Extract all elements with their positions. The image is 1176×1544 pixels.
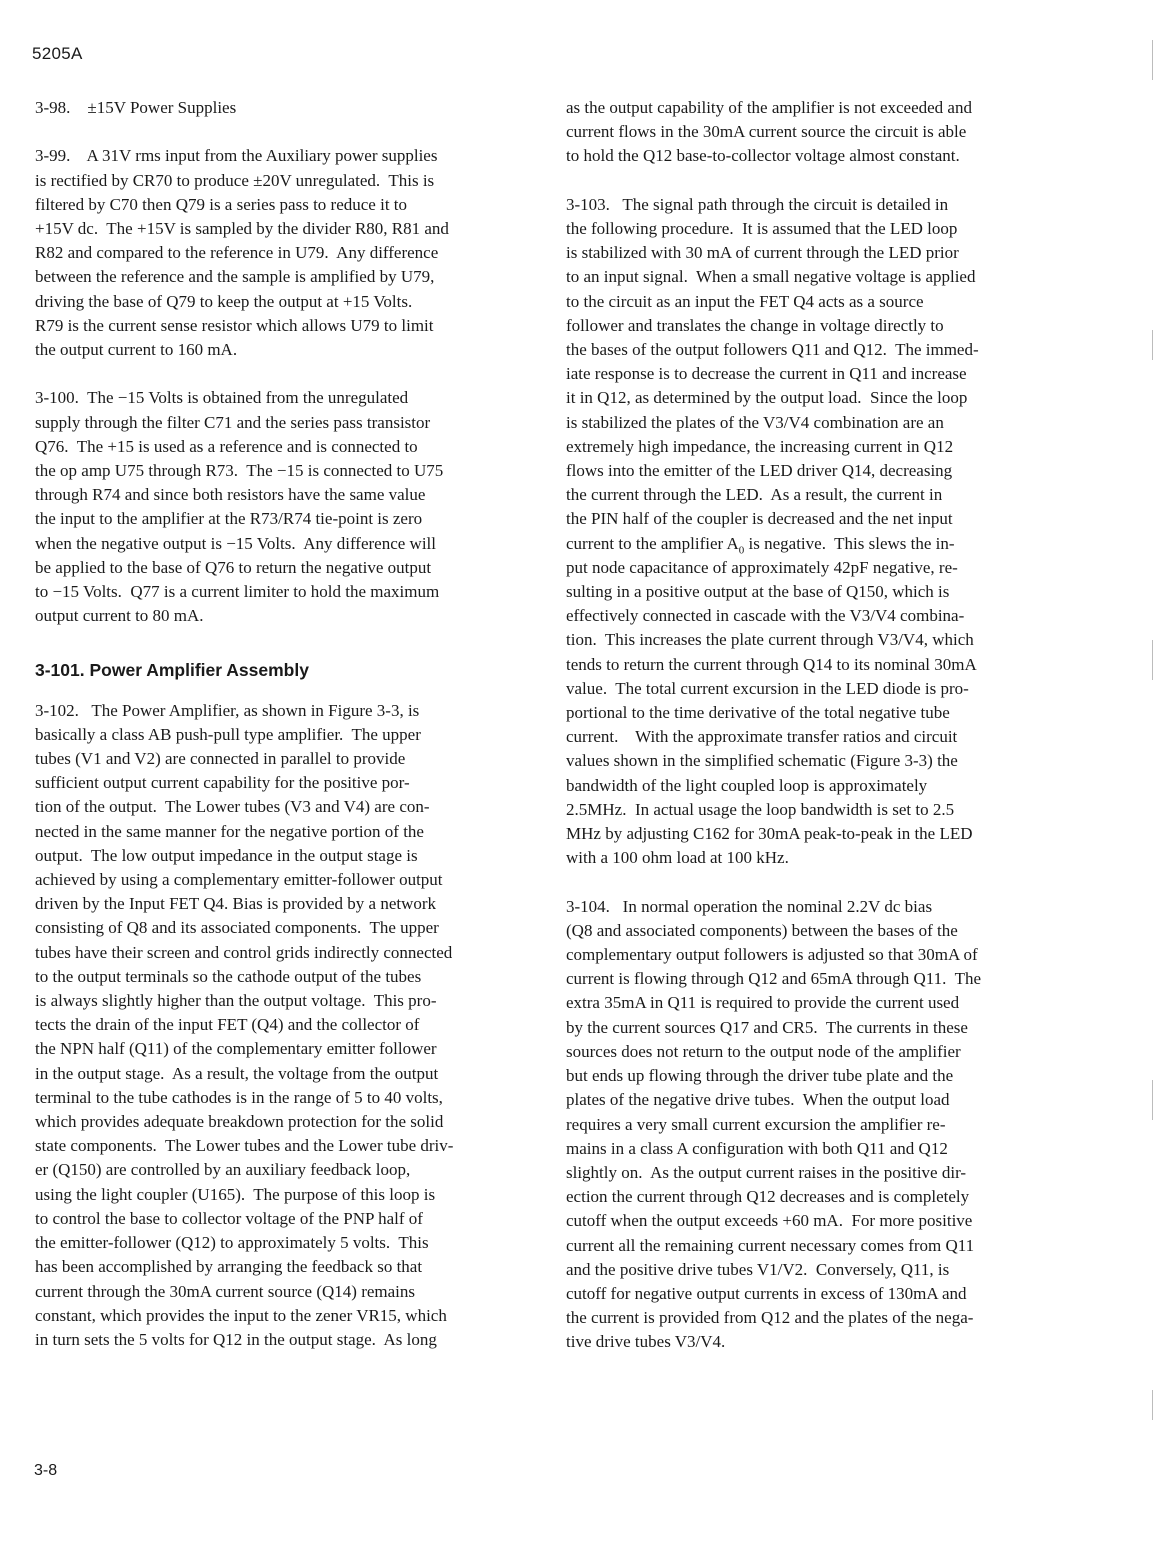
text-line: requires a very small current excursion the amplifier re- <box>566 1114 946 1134</box>
paragraph-3-103-part2 <box>566 556 1061 871</box>
text-line: mains in a class A configuration with both Q11 and Q12 <box>566 1138 948 1158</box>
text-line: effectively connected in cascade with the V3/V4 combina- <box>566 606 965 626</box>
paragraph-3-104 <box>566 895 1061 1355</box>
text-line: between the reference and the sample is amplified by U79, <box>35 267 435 287</box>
text-line: er (Q150) are controlled by an auxiliary feedback loop, <box>35 1160 411 1180</box>
paragraph-3-102 <box>35 699 530 1352</box>
scan-edge-mark <box>1152 330 1153 360</box>
text-line: in turn sets the 5 volts for Q12 in the output stage. As long <box>35 1329 437 1349</box>
text-line: when the negative output is −15 Volts. Any difference will <box>35 533 437 553</box>
text-line: the current is provided from Q12 and the plates of the nega- <box>566 1308 974 1328</box>
text-line: the bases of the output followers Q11 and Q12. The immed- <box>566 340 979 360</box>
text-line: by the current sources Q17 and CR5. The currents in these <box>566 1017 968 1037</box>
text-line: with a 100 ohm load at 100 kHz. <box>566 848 789 868</box>
text-line: portional to the time derivative of the total negative tube <box>566 703 950 723</box>
text-line: cutoff for negative output currents in excess of 130mA and <box>566 1283 967 1303</box>
text-line: consisting of Q8 and its associated components. The upper <box>35 918 439 938</box>
text-line: 3-104. In normal operation the nominal 2.2V dc bias <box>566 896 933 916</box>
text-line: tubes (V1 and V2) are connected in parallel to provide <box>35 749 406 769</box>
text-line: achieved by using a complementary emitter-follower output <box>35 870 443 890</box>
text-line: which provides adequate breakdown protection for the solid <box>35 1112 444 1132</box>
text-line: the NPN half (Q11) of the complementary emitter follower <box>35 1039 437 1059</box>
heading-power-amplifier-assembly: 3-101. Power Amplifier Assembly <box>35 659 309 680</box>
text-line: is stabilized the plates of the V3/V4 combination are an <box>566 412 944 432</box>
text-line: it in Q12, as determined by the output load. Since the loop <box>566 388 968 408</box>
text-line: current. With the approximate transfer ratios and circuit <box>566 727 958 747</box>
text-line: the op amp U75 through R73. The −15 is connected to U75 <box>35 461 444 481</box>
text-line: terminal to the tube cathodes is in the range of 5 to 40 volts, <box>35 1087 443 1107</box>
paragraph-3-103-part1 <box>566 193 1061 532</box>
text-line: slightly on. As the output current raises in the positive dir- <box>566 1162 967 1182</box>
text-line: tion. This increases the plate current through V3/V4, which <box>566 630 974 650</box>
section-title-3-98 <box>35 96 530 120</box>
text-line: 3-103. The signal path through the circuit is detailed in <box>566 194 949 214</box>
text-line: ection the current through Q12 decreases and is completely <box>566 1187 970 1207</box>
text-line: as the output capability of the amplifier is not exceeded and <box>566 98 972 117</box>
text-line: current all the remaining current necessary comes from Q11 <box>566 1235 975 1255</box>
text-line: through R74 and since both resistors have the same value <box>35 485 426 505</box>
text-line: current through the 30mA current source (Q14) remains <box>35 1281 416 1301</box>
text-line: R79 is the current sense resistor which allows U79 to limit <box>35 315 434 335</box>
scan-edge-mark <box>1152 1080 1153 1120</box>
text-line: extremely high impedance, the increasing current in Q12 <box>566 436 954 456</box>
line-text-before: current to the amplifier A <box>566 533 739 553</box>
text-line: plates of the negative drive tubes. When the output load <box>566 1090 950 1110</box>
text-line: using the light coupler (U165). The purpose of this loop is <box>35 1184 436 1204</box>
text-line: supply through the filter C71 and the series pass transistor <box>35 412 431 432</box>
paragraph-3-102-continued <box>566 96 1061 169</box>
text-line: tubes have their screen and control grids indirectly connected <box>35 942 453 962</box>
page-header: 5205A <box>32 44 83 63</box>
paragraph-3-99 <box>35 144 530 362</box>
subscript-zero: 0 <box>738 544 745 557</box>
text-line: basically a class AB push-pull type amplifier. The upper <box>35 724 421 744</box>
text-line: sufficient output current capability for the positive por- <box>35 773 410 793</box>
text-line: iate response is to decrease the current in Q11 and increase <box>566 364 967 384</box>
text-line: tion of the output. The Lower tubes (V3 and V4) are con- <box>35 797 430 817</box>
text-line: put node capacitance of approximately 42pF negative, re- <box>566 557 958 577</box>
paragraph-3-103 <box>566 193 1061 871</box>
page-number: 3-8 <box>34 1462 58 1479</box>
text-line: and the positive drive tubes V1/V2. Conversely, Q11, is <box>566 1259 950 1279</box>
text-line: but ends up flowing through the driver tube plate and the <box>566 1066 954 1086</box>
text-line: sources does not return to the output node of the amplifier <box>566 1041 961 1061</box>
text-line: to the circuit as an input the FET Q4 acts as a source <box>566 291 924 311</box>
text-line: the following procedure. It is assumed that the LED loop <box>566 219 958 238</box>
text-line: driving the base of Q79 to keep the output at +15 Volts. <box>35 291 413 311</box>
left-column <box>35 96 530 1376</box>
text-line: cutoff when the output exceeds +60 mA. For more positive <box>566 1211 973 1231</box>
text-line: 3-99. A 31V rms input from the Auxiliary power supplies <box>35 146 438 166</box>
text-line: to −15 Volts. Q77 is a current limiter to hold the maximum <box>35 582 440 602</box>
text-line: 3-98. ±15V Power Supplies <box>35 98 237 117</box>
text-line: 3-102. The Power Amplifier, as shown in Figure 3-3, is <box>35 700 420 720</box>
text-line: Q76. The +15 is used as a reference and is connected to <box>35 436 418 456</box>
text-line: be applied to the base of Q76 to return the negative output <box>35 557 432 577</box>
paragraph-3-100 <box>35 386 530 628</box>
text-line: current flows in the 30mA current source the circuit is able <box>566 122 967 142</box>
text-line: has been accomplished by arranging the feedback so that <box>35 1257 423 1277</box>
text-line: R82 and compared to the reference in U79. Any difference <box>35 243 439 263</box>
text-line: complementary output followers is adjusted so that 30mA of <box>566 945 978 965</box>
text-line: driven by the Input FET Q4. Bias is provided by a network <box>35 894 437 914</box>
text-line: extra 35mA in Q11 is required to provide the current used <box>566 993 960 1013</box>
text-line: nected in the same manner for the negative portion of the <box>35 821 424 841</box>
text-line: flows into the emitter of the LED driver Q14, decreasing <box>566 461 953 481</box>
right-column <box>566 96 1061 1379</box>
text-line: value. The total current excursion in the LED diode is pro- <box>566 678 969 698</box>
text-line: in the output stage. As a result, the voltage from the output <box>35 1063 439 1083</box>
text-line: to hold the Q12 base-to-collector voltage almost constant. <box>566 146 960 166</box>
text-line: 2.5MHz. In actual usage the loop bandwidth is set to 2.5 <box>566 799 955 819</box>
text-line: current is flowing through Q12 and 65mA through Q11. The <box>566 969 982 989</box>
text-line: tends to return the current through Q14 to its nominal 30mA <box>566 654 977 674</box>
text-line: the input to the amplifier at the R73/R74 tie-point is zero <box>35 509 423 529</box>
text-line: the PIN half of the coupler is decreased and the net input <box>566 509 953 529</box>
text-line: to an input signal. When a small negative voltage is applied <box>566 267 976 287</box>
text-line: is always slightly higher than the output voltage. This pro- <box>35 991 437 1011</box>
text-line: MHz by adjusting C162 for 30mA peak-to-peak in the LED <box>566 824 973 844</box>
text-line: is rectified by CR70 to produce ±20V unregulated. This is <box>35 170 435 190</box>
scan-edge-mark <box>1152 640 1153 680</box>
text-line-subscript <box>566 532 1061 556</box>
text-line: output. The low output impedance in the output stage is <box>35 845 418 865</box>
text-line: constant, which provides the input to the zener VR15, which <box>35 1305 447 1325</box>
line-text-after: is negative. This slews the in- <box>744 533 955 553</box>
text-line: filtered by C70 then Q79 is a series pass to reduce it to <box>35 194 408 214</box>
text-line: to control the base to collector voltage of the PNP half of <box>35 1208 423 1228</box>
text-line: bandwidth of the light coupled loop is approximately <box>566 775 928 795</box>
text-line: the emitter-follower (Q12) to approximately 5 volts. This <box>35 1233 429 1253</box>
text-line: tects the drain of the input FET (Q4) and the collector of <box>35 1015 420 1035</box>
text-line: 3-100. The −15 Volts is obtained from the unregulated <box>35 388 409 408</box>
text-line: output current to 80 mA. <box>35 606 204 626</box>
text-line: to the output terminals so the cathode output of the tubes <box>35 966 422 986</box>
text-line: (Q8 and associated components) between the bases of the <box>566 920 958 940</box>
text-line: follower and translates the change in voltage directly to <box>566 315 944 335</box>
text-line: sulting in a positive output at the base of Q150, which is <box>566 582 950 602</box>
scan-edge-mark <box>1152 40 1153 80</box>
text-line: state components. The Lower tubes and the Lower tube driv- <box>35 1136 454 1156</box>
text-line: the current through the LED. As a result, the current in <box>566 485 943 505</box>
scan-edge-mark <box>1152 1390 1153 1420</box>
text-line: the output current to 160 mA. <box>35 340 238 360</box>
text-line: tive drive tubes V3/V4. <box>566 1332 726 1352</box>
text-line: is stabilized with 30 mA of current through the LED prior <box>566 243 959 263</box>
text-line: values shown in the simplified schematic (Figure 3-3) the <box>566 751 958 771</box>
text-line: +15V dc. The +15V is sampled by the divider R80, R81 and <box>35 219 449 238</box>
